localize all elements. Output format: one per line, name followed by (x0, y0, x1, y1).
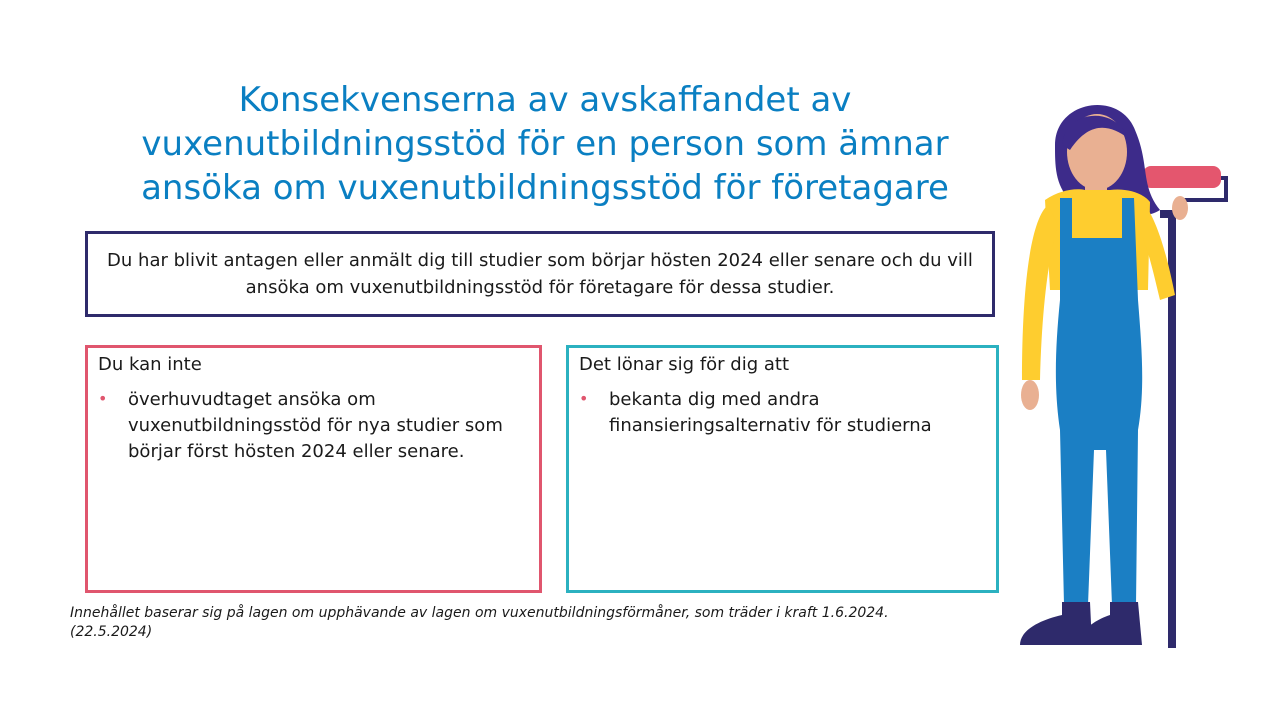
cannot-list (98, 387, 529, 465)
recommend-heading: Det lönar sig för dig att (579, 354, 790, 375)
bullet-icon: • (579, 389, 589, 408)
paint-roller-icon (1143, 166, 1221, 188)
list-item-text: överhuvudtaget ansöka om vuxenutbildningsstöd för nya studier som börjar först hösten 2024 eller senare. (128, 389, 503, 462)
recommend-card (566, 345, 999, 593)
cannot-heading: Du kan inte (98, 354, 202, 375)
overalls (1056, 198, 1142, 605)
recommend-list (579, 387, 986, 439)
footnote (70, 604, 1030, 642)
bullet-icon: • (98, 389, 108, 408)
list-item (579, 387, 986, 439)
footnote-text: Innehållet baserar sig på lagen om upphävande av lagen om vuxenutbildningsförmåner, som träder i kraft 1.6.2024. (70, 605, 889, 621)
cannot-card (85, 345, 542, 593)
page-title: Konsekvenserna av avskaffandet av vuxenutbildningsstöd för en person som ämnar ansöka om vuxenutbildningsstöd för företagare (141, 80, 949, 208)
footnote-date: (22.5.2024) (70, 624, 153, 640)
list-item-text: bekanta dig med andra finansieringsalternativ för studierna (609, 389, 932, 436)
list-item (98, 387, 529, 465)
woman-painter-with-paint-roller-icon (1010, 90, 1250, 660)
intro-text: Du har blivit antagen eller anmält dig till studier som börjar hösten 2024 eller senare och du vill ansöka om vuxenutbildningsstöd för företagare för dessa studier. (107, 250, 973, 298)
intro-box (85, 231, 995, 317)
